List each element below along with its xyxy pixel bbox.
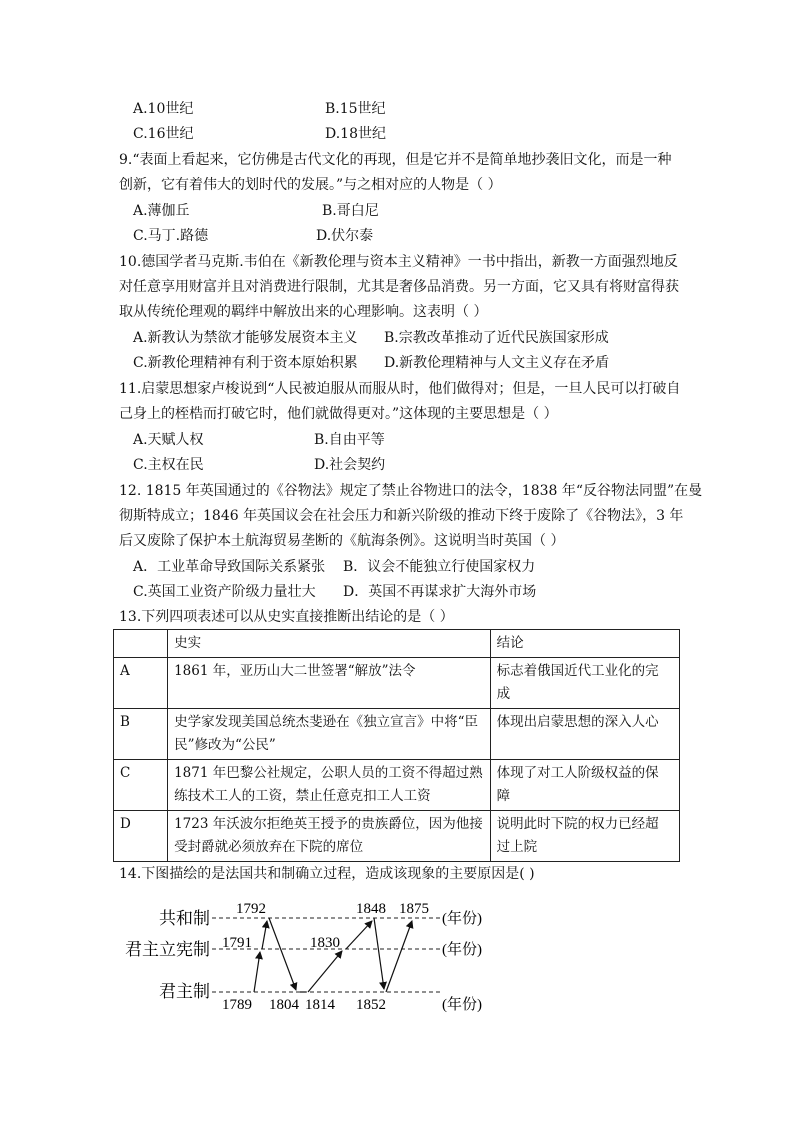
year-label: 1814	[305, 997, 335, 1013]
row-fact	[168, 760, 491, 811]
table-row[interactable]	[114, 811, 680, 862]
q12-stem-line-2: 彻斯特成立；1846 年英国议会在社会压力和新兴阶级的推动下终于废除了《谷物法》，3 年	[119, 508, 684, 524]
row-fact	[168, 811, 491, 862]
conclusion-line: 障	[496, 788, 511, 804]
q9-option-a[interactable]: A.薄伽丘	[133, 203, 190, 219]
arrow-1814-1830	[308, 951, 342, 992]
q9-stem-line-1: 9.“表面上看起来，它仿佛是古代文化的再现，但是它并不是简单地抄袭旧文化，而是一种	[119, 152, 672, 168]
table-row[interactable]	[114, 760, 680, 811]
year-label: 1791	[222, 935, 252, 951]
level-label-republic: 共和制	[159, 909, 210, 928]
year-label: 1792	[236, 901, 266, 917]
q11-option-a[interactable]: A.天赋人权	[133, 432, 204, 448]
row-conclusion	[490, 760, 679, 811]
q9-option-c[interactable]: C.马丁.路德	[133, 228, 209, 244]
unit-label: (年份)	[442, 997, 482, 1013]
fact-line: 1723 年沃波尔拒绝英王授予的贵族爵位，因为他接	[174, 816, 483, 832]
q10-option-b[interactable]: B.宗教改革推动了近代民族国家形成	[384, 330, 609, 346]
q10-option-d[interactable]: D.新教伦理精神与人文主义存在矛盾	[384, 355, 610, 371]
q11-option-b[interactable]: B.自由平等	[314, 432, 385, 448]
q13-table	[113, 629, 680, 862]
q12-option-c[interactable]: C.英国工业资产阶级力量壮大	[133, 584, 316, 600]
q8-option-b[interactable]: B.15世纪	[325, 101, 386, 117]
q9-stem-line-2: 创新，它有着伟大的划时代的发展。”与之相对应的人物是（ ）	[119, 177, 502, 193]
row-label: D	[114, 811, 168, 862]
q9-option-b[interactable]: B.哥白尼	[322, 203, 379, 219]
row-conclusion	[490, 709, 679, 760]
row-fact	[168, 709, 491, 760]
header-blank	[114, 630, 168, 658]
row-label: C	[114, 760, 168, 811]
year-label: 1875	[399, 901, 429, 917]
arrow-1789-1791	[254, 952, 260, 992]
unit-label: (年份)	[442, 911, 482, 927]
q12-stem-line-3: 后又废除了保护本土航海贸易垄断的《航海条例》。这说明当时英国（ ）	[119, 533, 565, 549]
fact-line: 受封爵就必须放弃在下院的席位	[174, 839, 364, 855]
arrow-1852-1875	[386, 921, 412, 992]
q12-option-d[interactable]: D．英国不再谋求扩大海外市场	[343, 584, 537, 600]
q11-stem-line-2: 己身上的桎梏而打破它时，他们就做得更对。”这体现的主要思想是（ ）	[119, 406, 558, 422]
table-header-row	[114, 630, 680, 658]
q12-stem-line-1: 12. 1815 年英国通过的《谷物法》规定了禁止谷物进口的法令，1838 年“反谷物法同盟”在曼	[119, 483, 703, 499]
arrow-1791-1792	[262, 921, 267, 949]
q10-option-a[interactable]: A.新教认为禁欲才能够发展资本主义	[133, 330, 358, 346]
table-row[interactable]	[114, 658, 680, 709]
fact-line: 民”修改为“公民”	[174, 737, 276, 753]
year-label: 1830	[310, 935, 340, 951]
year-label: 1848	[356, 901, 386, 917]
q9-option-d[interactable]: D.伏尔泰	[316, 228, 374, 244]
arrow-1848-1852	[374, 918, 384, 989]
q11-option-c[interactable]: C.主权在民	[133, 457, 204, 473]
level-label-monarchy: 君主制	[159, 982, 210, 1001]
fact-line: 练技术工人的工资，禁止任意克扣工人工资	[174, 788, 431, 804]
q11-stem-line-1: 11.启蒙思想家卢梭说到“人民被迫服从而服从时，他们做得对；但是，一旦人民可以打破自	[119, 381, 681, 397]
year-label: 1852	[356, 997, 386, 1013]
unit-label: (年份)	[442, 942, 482, 958]
level-label-constitutional-monarchy: 君主立宪制	[125, 940, 210, 959]
year-label: 1789	[222, 997, 252, 1013]
row-conclusion	[490, 811, 679, 862]
conclusion-line: 标志着俄国近代工业化的完	[496, 663, 659, 679]
q10-stem-line-2: 对任意享用财富并且对消费进行限制，尤其是奢侈品消费。另一方面，它又具有将财富得获	[119, 279, 679, 295]
q8-option-d[interactable]: D.18世纪	[325, 126, 386, 142]
q8-option-c[interactable]: C.16世纪	[133, 126, 194, 142]
row-label: A	[114, 658, 168, 709]
conclusion-line: 说明此时下院的权力已经超	[496, 816, 659, 832]
arrow-1792-1804	[269, 918, 296, 990]
france-regime-diagram	[125, 893, 495, 1021]
row-fact	[168, 658, 491, 709]
year-label: 1804	[269, 997, 299, 1013]
q10-stem-line-3: 取从传统伦理观的羁绊中解放出来的心理影响。这表明（ ）	[119, 304, 488, 320]
q14-stem: 14.下图描绘的是法国共和制确立过程，造成该现象的主要原因是( )	[119, 866, 535, 882]
conclusion-line: 过上院	[496, 839, 538, 855]
conclusion-line: 体现了对工人阶级权益的保	[496, 765, 659, 781]
row-label: B	[114, 709, 168, 760]
fact-line: 1871 年巴黎公社规定，公职人员的工资不得超过熟	[174, 765, 483, 781]
conclusion-line: 体现出启蒙思想的深入人心	[496, 714, 659, 730]
row-conclusion	[490, 658, 679, 709]
q10-stem-line-1: 10.德国学者马克斯.韦伯在《新教伦理与资本主义精神》一书中指出，新教一方面强烈地反	[119, 254, 678, 270]
q13-stem: 13.下列四项表述可以从史实直接推断出结论的是（ ）	[119, 609, 454, 625]
table-row[interactable]	[114, 709, 680, 760]
q8-option-a[interactable]: A.10世纪	[133, 101, 194, 117]
header-conclusion: 结论	[490, 630, 679, 658]
q11-option-d[interactable]: D.社会契约	[314, 457, 386, 473]
conclusion-line: 成	[496, 686, 511, 702]
q10-option-c[interactable]: C.新教伦理精神有利于资本原始积累	[133, 355, 358, 371]
fact-line: 史学家发现美国总统杰斐逊在《独立宣言》中将“臣	[174, 714, 478, 730]
header-fact: 史实	[168, 630, 491, 658]
arrow-1830-1848	[346, 921, 372, 949]
fact-line: 1861 年，亚历山大二世签署“解放”法令	[174, 663, 416, 679]
q12-option-a[interactable]: A．工业革命导致国际关系紧张	[133, 559, 326, 575]
q12-option-b[interactable]: B．议会不能独立行使国家权力	[343, 559, 536, 575]
